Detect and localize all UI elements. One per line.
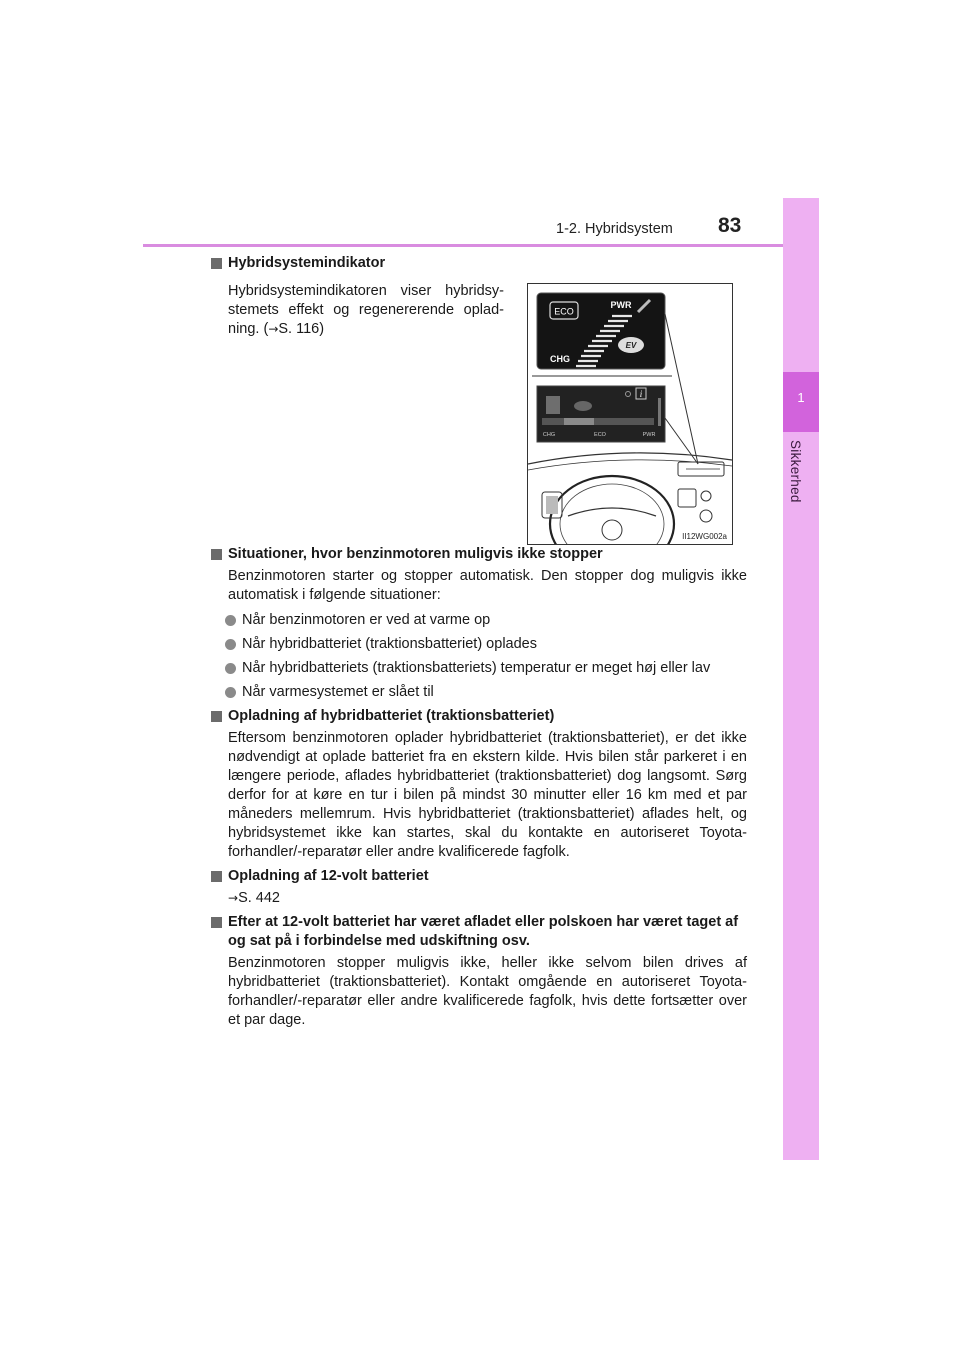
square-bullet-icon xyxy=(211,871,222,882)
bar-chg-label: CHG xyxy=(542,432,556,438)
square-bullet-icon xyxy=(211,711,222,722)
arrow-right-icon: → xyxy=(268,322,279,336)
square-bullet-icon xyxy=(211,917,222,928)
square-bullet-icon xyxy=(211,549,222,560)
list-item: Når benzinmotoren er ved at varme op xyxy=(211,611,747,630)
heading-engine-not-stopping: Situationer, hvor benzinmotoren muligvis ikke stopper xyxy=(211,545,747,564)
paragraph-hybrid-indicator: Hybridsystemindikatoren viser hybridsystemets effekt og regenererende opladning. (→S. 116) xyxy=(228,283,504,337)
chg-label: CHG xyxy=(550,354,570,364)
svg-text:EV: EV xyxy=(625,341,637,350)
chapter-sidebar xyxy=(783,198,819,1160)
paragraph-after-12v-discharge: Benzinmotoren stopper muligvis ikke, heller ikke selvom bilen drives af hybridbatteriet (traktionsbatteriet). Kontakt omgående en autoriseret Toyota-forhandler/-reparatør eller andre kvalificerede fagfolk, hvis dette fortsætter over et par dage. xyxy=(228,955,747,1028)
paragraph-engine-not-stopping: Benzinmotoren starter og stopper automatisk. Den stopper dog muligvis ikke automatisk i følgende situationer: xyxy=(228,568,747,603)
header-divider xyxy=(143,244,818,247)
page-reference-link[interactable]: S. 442 xyxy=(238,890,280,906)
heading-12v-battery-charging: Opladning af 12-volt batteriet xyxy=(211,867,747,886)
list-item: Når hybridbatteriet (traktionsbatteriet) oplades xyxy=(211,635,747,654)
paragraph-12v-battery-ref xyxy=(228,889,747,908)
page-reference-link[interactable]: S. 116 xyxy=(278,321,320,337)
page-content xyxy=(211,254,747,1030)
chapter-number: 1 xyxy=(797,390,805,405)
info-icon: i xyxy=(639,389,643,399)
paragraph-hybrid-battery-charging: Eftersom benzinmotoren oplader hybridbatteriet (traktionsbatteriet), er det ikke nødvendigt at oplade batteriet fra en ekstern kilde. Hvis bilen står parkeret i en længere periode, aflades hybridbatteriet (traktionsbatteriet) dog langsomt. Sørg derfor for at køre en tur i bilen på mindst 30 minutter eller 16 km med et par måneders mellemrum. Hvis hybridbatteriet (traktionsbatteriet) aflades helt, og hybridsystemet ikke kan startes, skal du kontakte en autoriseret Toyota-forhandler/-reparatør eller andre kvalificerede fagfolk. xyxy=(228,730,747,860)
circle-bullet-icon xyxy=(225,687,236,698)
bar-eco-label: ECO xyxy=(594,432,606,438)
list-item: Når varmesystemet er slået til xyxy=(211,683,747,702)
square-bullet-icon xyxy=(211,258,222,269)
circle-bullet-icon xyxy=(225,639,236,650)
heading-hybrid-indicator: Hybridsystemindikator xyxy=(211,254,747,273)
circle-bullet-icon xyxy=(225,663,236,674)
bar-pwr-label: PWR xyxy=(642,432,656,438)
pwr-label: PWR xyxy=(610,300,632,310)
eco-label: ECO xyxy=(554,306,574,317)
heading-after-12v-discharge: Efter at 12-volt batteriet har været afladet eller polskoen har været taget af og sat på i forbindelse med udskiftning osv. xyxy=(211,913,747,951)
heading-hybrid-battery-charging: Opladning af hybridbatteriet (traktionsbatteriet) xyxy=(211,707,747,726)
header-section-title: 1-2. Hybridsystem xyxy=(556,221,673,237)
figure-id: II12WG002a xyxy=(682,532,727,541)
arrow-right-icon: → xyxy=(228,891,239,905)
page-number: 83 xyxy=(718,214,742,237)
chapter-label: Sikkerhed xyxy=(788,440,803,503)
circle-bullet-icon xyxy=(225,615,236,626)
list-item: Når hybridbatteriets (traktionsbatteriets) temperatur er meget høj eller lav xyxy=(211,659,747,678)
